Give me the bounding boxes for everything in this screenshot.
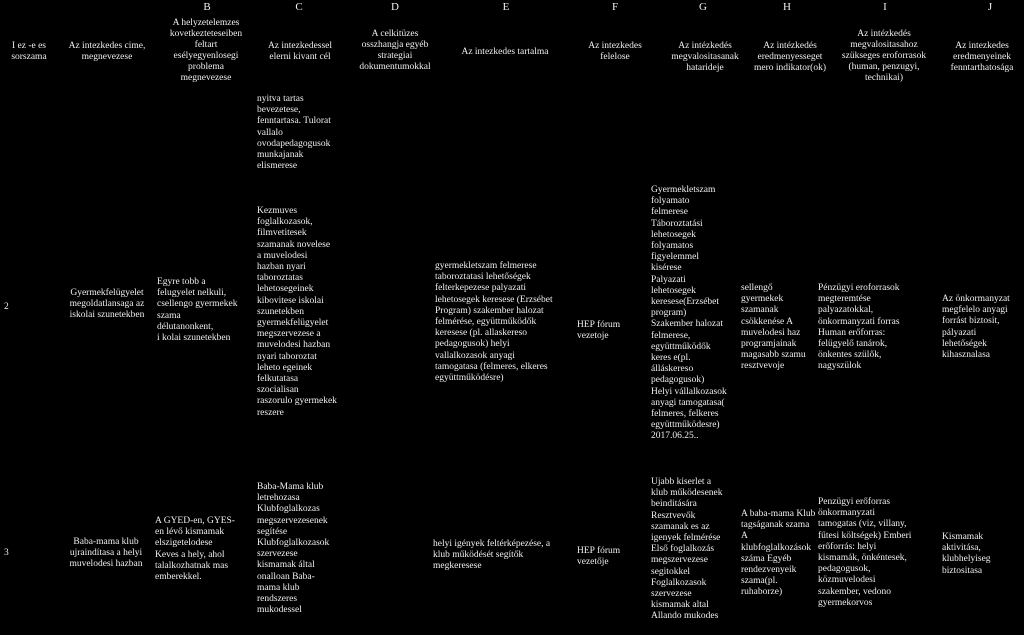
row-3-owner: HEP fórum vezetője [577, 546, 621, 568]
row-2-title: Gyermekfelügyelet megoldatlansaga az iskolai szunetekben [69, 288, 145, 321]
row-3-deadline: Ujabb kiserlet a klub működesenek beinditására Resztvevők szamanak es az igenyek felmérése Első foglalkozás megszervezese segitokkel Foglalkozasok szervezese kismamak altal Allando mukodes [651, 477, 723, 622]
row-2-content: gyermekletszam felmerese taboroztatasi lehetőségek felterkepezese palyazati lehetosegek keresese (Erzsébet Program) szakember halozat felmérése, együttműködők keresese (pl. allaskereso pedagogusok) helyi vallalkozasok anyagi tamogatasa (felmeres, elkeres együttműködésre) [435, 261, 553, 384]
header-owner: Az intezkedes felelose [588, 41, 642, 62]
row-2-resources: Pénzügyi eroforrasok megteremtése palyazatokkal, önkormanyzati forras Human erőforras: felügyelő tanárok, önkentes szülők, nagyszülok [818, 283, 900, 372]
column-letter-h: H [783, 1, 791, 13]
column-letter-g: G [699, 1, 707, 13]
header-title: Az intezkedes cime, megnevezese [68, 41, 146, 62]
header-deadline: Az intézkedés megvalositasanak hataridejе [671, 41, 739, 73]
row-2-sustainability: Az önkormanyzat megfelelo anyagi forrást biztosit, pályazati lehetőségek kihasznalasa [942, 294, 1010, 361]
row-2-owner: HEP fórum vezetoje [577, 320, 621, 342]
row-3-sustainability: Kismamak aktivitása, klubhelyiseg biztositasa [942, 532, 991, 576]
row-3-content: helyi igények feltérképezése, a klub működését segítők megkeresese [433, 539, 551, 572]
row-2-number: 2 [4, 302, 9, 312]
row-3-goal: Baba-Mama klub letrehozasa Klubfoglalkozas megszervezesenek segítése Klubfoglalkozasok szervezese kismamak által onalloan Baba- mama klub rendszeres mukodessel [257, 482, 330, 616]
row-3-number: 3 [4, 548, 9, 558]
column-letter-e: E [502, 1, 510, 13]
header-goal: Az intezkedessel elerni kivant cél [267, 41, 333, 62]
header-number: I ez ‑e es sorszama [11, 41, 47, 62]
column-letter-c: C [295, 1, 303, 13]
column-letter-d: D [391, 1, 399, 13]
header-sustainability: Az intezkedes eredmenyeinek fenntarthatosága [950, 41, 1014, 73]
header-resources: Az intézkedés megvalositasahoz szükseges eroforrasok (human, penzugyi, technikai) [841, 29, 927, 83]
row-3-resources: Penzügyi erőforras önkormanyzati tamogatas (viz, villany, fűtesi költségek) Emberi erőforrás: helyi kismamák, önkéntesek, pedagogusok, közmuvelodesi szakember, vedono gyermekorvos [818, 497, 912, 608]
header-indicator: Az intézkedés eredmenyesseget mero indikator(ok) [753, 41, 827, 73]
row-3-problem: A GYED-en, GYES- en lévő kismamak elszigetelodese Keves a hely, ahol talalkozhatnak mas emberekkel. [155, 516, 235, 583]
column-letter-i: I [883, 1, 887, 13]
column-letter-f: F [611, 1, 619, 13]
header-content: Az intezkedes tartalma [461, 47, 549, 57]
row-3-title: Baba-mama klub ujraindítasa a helyi muvelodesi hazban [69, 537, 143, 570]
continuation-goal-text: nyitva tartas bevezetese, fenntartasa. Tulorat vallalo ovodapedagogusok munkajanak elismerese [257, 94, 331, 172]
row-2-problem: Egyre tobb a felugyelet nelkuli, csellengo gyermekek szama délutanonkent, i kolai szunetekben [157, 277, 238, 344]
row-3-indicator: A baba-mama Klub tagságanak szama A klubfoglalkozások száma Egyéb rendezvenyeik szama(pl. ruhaborze) [741, 509, 816, 598]
column-letter-j: J [987, 1, 993, 13]
row-2-goal: Kezmuves foglalkozasok, filmvetitesek szamanak novelese a muvelodesi hazban nyari taboroztatas lehetosegeinek kibovitese iskolai szunetekben gyermekfelügyelet megszervezese a muvelodesi hazban nyari taboroztat leheto egeinek felkutatasa szocialisan raszorulo gyermekek reszere [257, 206, 337, 418]
header-strategy: A celkitüzes osszhangja egyéb strategiai dokumentumokkal [359, 29, 431, 72]
header-problem: A helyzetelemzes kovetkezteteseiben feltart esélyegyenlosegi problema megnevezese [169, 18, 243, 83]
row-2-indicator: sellengő gyermekek szamanak csökkenése A muvelodesi haz programjainak magasabb szamu resztvevoje [741, 283, 806, 372]
column-letter-b: B [203, 1, 211, 13]
row-2-deadline: Gyermekletszam folyamato felmerese Táboroztatási lehetosegek folyamatos figyelemmel kisérese Palyazati lehetosegek keresese(Erzsébet program) Szakember halozat felmerese, együttműködők keres e(pl. álláskereso pedagogusok) Helyi vállalkozasok anyagi tamogatasa( felmeres, felkeres együttműködesre) 2017.06.25.. [651, 185, 727, 442]
